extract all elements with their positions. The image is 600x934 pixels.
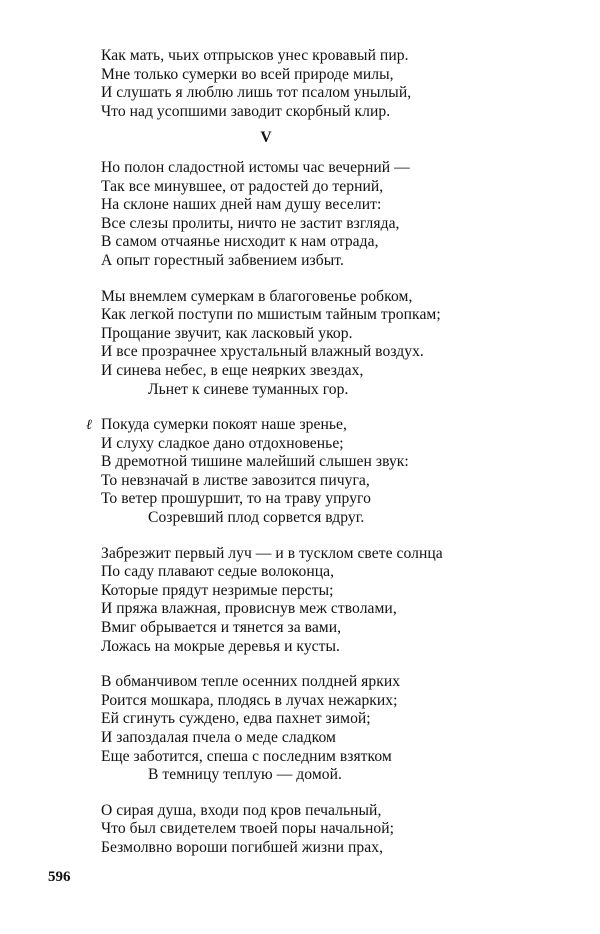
poem-line: В дремотной тишине малейший слышен звук: xyxy=(101,453,409,471)
poem-line: Вмиг обрывается и тянется за вами, xyxy=(101,619,342,637)
poem-line: То невзначай в листве завозится пичуга, xyxy=(101,471,370,489)
poem-line: О сирая душа, входи под кров печальный, xyxy=(101,801,382,819)
poem-line: Что был свидетелем твоей поры начальной; xyxy=(101,820,395,838)
poem-line: Которые прядут незримые персты; xyxy=(101,581,334,599)
poem-line: Мне только сумерки во всей природе милы, xyxy=(101,65,394,83)
poem-line: Так все минувшее, от радостей до терний, xyxy=(101,177,384,195)
poem-line: Ей сгинуть суждено, едва пахнет зимой; xyxy=(101,710,371,728)
stanza-4 xyxy=(101,545,541,657)
poem-line: Прощание звучит, как ласковый укор. xyxy=(101,324,353,342)
stanza-2 xyxy=(101,288,541,400)
poem-line: Что над усопшими заводит скорбный клир. xyxy=(101,102,391,120)
poem-line: Роится мошкара, плодясь в лучах нежарких; xyxy=(101,691,398,709)
page-number: 596 xyxy=(48,869,71,885)
poem-line: И запоздалая пчела о меде сладком xyxy=(101,729,336,746)
poem-line: И пряжа влажная, провиснув меж стволами, xyxy=(101,600,397,618)
stanza-5 xyxy=(101,673,541,785)
poem-line: На склоне наших дней нам душу веселит: xyxy=(101,196,382,214)
poem-line: Мы внемлем сумеркам в благоговенье робком, xyxy=(101,287,413,305)
stanza-3 xyxy=(101,416,541,528)
poem-line: Созревший плод сорвется вдруг. xyxy=(148,509,365,527)
poem-line: Как мать, чьих отпрысков унес кровавый пир. xyxy=(101,47,409,64)
stanza-gap xyxy=(101,656,541,673)
poem-line: И все прозрачнее хрустальный влажный воздух. xyxy=(101,343,424,361)
poem-line: То ветер прошуршит, то на траву упруго xyxy=(101,490,371,508)
stanza-gap xyxy=(101,271,541,288)
stanza-intro xyxy=(101,47,541,121)
poem-line: И слушать я люблю лишь тот псалом унылый, xyxy=(101,84,412,102)
poem-line: Еще заботится, спеша с последним взятком xyxy=(101,747,392,765)
poem-line: В обманчивом тепле осенних полдней ярких xyxy=(101,673,401,691)
stanza-gap xyxy=(101,528,541,545)
section-numeral: V xyxy=(260,129,272,147)
stanza-gap xyxy=(101,785,541,802)
margin-mark: ℓ xyxy=(86,418,92,433)
poem-line: Но полон сладостной истомы час вечерний — xyxy=(101,158,410,176)
poem-line: Забрезжит первый луч — и в тусклом свете солнца xyxy=(101,544,443,562)
poem-line: Ложась на мокрые деревья и кусты. xyxy=(101,637,340,655)
poem-line: По саду плавают седые волоконца, xyxy=(101,563,335,581)
poem-line: Льнет к синеве туманных гор. xyxy=(148,380,349,398)
stanza-gap xyxy=(101,399,541,416)
stanza-1 xyxy=(101,159,541,271)
poem-line: Все слезы пролиты, ничто не застит взгляда, xyxy=(101,214,400,232)
poem-line: Безмолвно вороши погибшей жизни прах, xyxy=(101,838,384,856)
stanza-6 xyxy=(101,802,541,858)
poem-line: Покуда сумерки покоят наше зренье, xyxy=(101,416,347,434)
poem-text xyxy=(101,47,541,858)
poem-line: В самом отчаянье нисходит к нам отрада, xyxy=(101,233,379,251)
poem-line: В темницу теплую — домой. xyxy=(148,766,342,784)
poem-line: И синева небес, в еще неярких звездах, xyxy=(101,361,364,379)
poem-line: Как легкой поступи по мшистым тайным тропкам; xyxy=(101,306,441,324)
poem-line: А опыт горестный забвением избыт. xyxy=(101,251,344,269)
poem-line: И слуху сладкое дано отдохновенье; xyxy=(101,434,344,452)
